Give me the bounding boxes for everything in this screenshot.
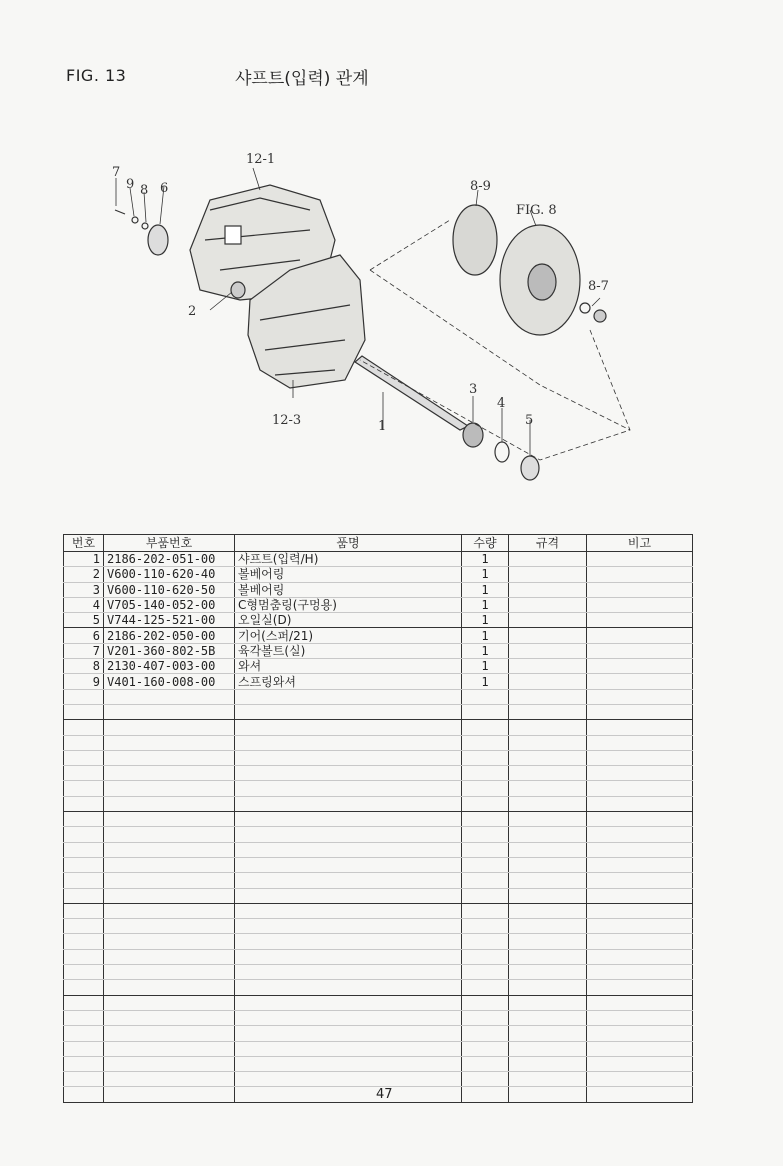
cell-name bbox=[235, 766, 462, 781]
cell-spec bbox=[509, 628, 587, 643]
parts-table-body bbox=[64, 552, 693, 1103]
cell-spec bbox=[509, 1026, 587, 1041]
header-quantity: 수량 bbox=[462, 535, 509, 552]
cell-name: 볼베어링 bbox=[235, 567, 462, 582]
cell-note bbox=[587, 1056, 693, 1071]
cell-note bbox=[587, 582, 693, 597]
cell-no bbox=[64, 873, 104, 888]
cell-spec bbox=[509, 1010, 587, 1025]
cell-qty: 1 bbox=[462, 582, 509, 597]
cell-no bbox=[64, 1056, 104, 1071]
cell-spec bbox=[509, 857, 587, 872]
cell-note bbox=[587, 659, 693, 674]
cell-note bbox=[587, 995, 693, 1010]
table-row bbox=[64, 995, 693, 1010]
cell-name bbox=[235, 720, 462, 735]
cell-no: 5 bbox=[64, 613, 104, 628]
ring-4 bbox=[495, 442, 509, 462]
cell-name bbox=[235, 812, 462, 827]
callout-7: 7 bbox=[112, 165, 121, 180]
cell-no bbox=[64, 980, 104, 995]
cell-no bbox=[64, 750, 104, 765]
cell-note bbox=[587, 888, 693, 903]
cell-qty bbox=[462, 735, 509, 750]
cell-note bbox=[587, 796, 693, 811]
table-row bbox=[64, 689, 693, 704]
cell-qty: 1 bbox=[462, 643, 509, 658]
cell-qty bbox=[462, 1041, 509, 1056]
table-row bbox=[64, 796, 693, 811]
table-row bbox=[64, 980, 693, 995]
cell-spec bbox=[509, 965, 587, 980]
table-row bbox=[64, 1072, 693, 1087]
cell-part bbox=[104, 934, 235, 949]
cell-spec bbox=[509, 750, 587, 765]
cell-part bbox=[104, 873, 235, 888]
cell-spec bbox=[509, 934, 587, 949]
callout-8-7: 8-7 bbox=[588, 279, 609, 294]
cell-qty: 1 bbox=[462, 659, 509, 674]
cell-no bbox=[64, 796, 104, 811]
cell-no bbox=[64, 857, 104, 872]
cell-part: 2186-202-051-00 bbox=[104, 552, 235, 567]
cell-spec bbox=[509, 812, 587, 827]
cell-no bbox=[64, 995, 104, 1010]
cell-qty bbox=[462, 873, 509, 888]
cell-qty: 1 bbox=[462, 628, 509, 643]
cell-part bbox=[104, 781, 235, 796]
cell-note bbox=[587, 735, 693, 750]
cell-qty bbox=[462, 842, 509, 857]
header-note: 비고 bbox=[587, 535, 693, 552]
cell-name bbox=[235, 689, 462, 704]
callout-8-9: 8-9 bbox=[470, 179, 491, 194]
cell-part bbox=[104, 1087, 235, 1102]
cell-note bbox=[587, 720, 693, 735]
cell-spec bbox=[509, 674, 587, 689]
cell-note bbox=[587, 613, 693, 628]
cell-note bbox=[587, 903, 693, 918]
table-row bbox=[64, 781, 693, 796]
callout-6: 6 bbox=[160, 181, 169, 196]
cell-no: 7 bbox=[64, 643, 104, 658]
table-row bbox=[64, 659, 693, 674]
cell-no bbox=[64, 827, 104, 842]
cell-no bbox=[64, 903, 104, 918]
table-row bbox=[64, 720, 693, 735]
table-row bbox=[64, 873, 693, 888]
table-row bbox=[64, 613, 693, 628]
cell-qty bbox=[462, 720, 509, 735]
table-row bbox=[64, 735, 693, 750]
callout-9: 9 bbox=[126, 177, 135, 192]
table-row bbox=[64, 766, 693, 781]
cell-spec bbox=[509, 720, 587, 735]
table-row bbox=[64, 903, 693, 918]
cell-qty bbox=[462, 704, 509, 719]
table-row bbox=[64, 674, 693, 689]
cell-spec bbox=[509, 613, 587, 628]
cell-no bbox=[64, 735, 104, 750]
cell-part bbox=[104, 1041, 235, 1056]
callout-fig-8: FIG. 8 bbox=[516, 203, 557, 218]
cell-note bbox=[587, 919, 693, 934]
cell-name: 오일실(D) bbox=[235, 613, 462, 628]
gear-8-9 bbox=[453, 205, 497, 275]
cell-note bbox=[587, 812, 693, 827]
table-row bbox=[64, 597, 693, 612]
table-row bbox=[64, 888, 693, 903]
cell-part bbox=[104, 903, 235, 918]
cell-part: 2130-407-003-00 bbox=[104, 659, 235, 674]
cell-part bbox=[104, 812, 235, 827]
header-no: 번호 bbox=[64, 535, 104, 552]
cell-part bbox=[104, 766, 235, 781]
cell-part bbox=[104, 1010, 235, 1025]
cell-name bbox=[235, 704, 462, 719]
cell-qty bbox=[462, 903, 509, 918]
cell-name: 스프링와셔 bbox=[235, 674, 462, 689]
cell-name: 기어(스퍼/21) bbox=[235, 628, 462, 643]
cell-part: V201-360-802-5B bbox=[104, 643, 235, 658]
cell-note bbox=[587, 1010, 693, 1025]
cell-no bbox=[64, 919, 104, 934]
cell-part bbox=[104, 842, 235, 857]
cell-part bbox=[104, 919, 235, 934]
cell-part bbox=[104, 1026, 235, 1041]
callout-12-1: 12-1 bbox=[246, 152, 276, 167]
cell-qty: 1 bbox=[462, 674, 509, 689]
cell-no bbox=[64, 1087, 104, 1102]
cell-note bbox=[587, 628, 693, 643]
cell-spec bbox=[509, 980, 587, 995]
cell-note bbox=[587, 597, 693, 612]
cell-name bbox=[235, 980, 462, 995]
callout-8: 8 bbox=[140, 183, 149, 198]
cell-name bbox=[235, 750, 462, 765]
cell-note bbox=[587, 643, 693, 658]
cell-part bbox=[104, 888, 235, 903]
cell-spec bbox=[509, 1072, 587, 1087]
cell-no bbox=[64, 812, 104, 827]
cell-name: C형멈춤링(구멍용) bbox=[235, 597, 462, 612]
cell-name bbox=[235, 842, 462, 857]
cell-note bbox=[587, 552, 693, 567]
cell-no bbox=[64, 965, 104, 980]
cell-note bbox=[587, 827, 693, 842]
cell-spec bbox=[509, 582, 587, 597]
table-row bbox=[64, 857, 693, 872]
page-number: 47 bbox=[376, 1087, 393, 1102]
gear-6 bbox=[148, 225, 168, 255]
cell-name bbox=[235, 857, 462, 872]
cell-part: V744-125-521-00 bbox=[104, 613, 235, 628]
cell-spec bbox=[509, 781, 587, 796]
cell-note bbox=[587, 934, 693, 949]
cell-note bbox=[587, 842, 693, 857]
bearing-3 bbox=[463, 423, 483, 447]
cell-spec bbox=[509, 919, 587, 934]
cell-spec bbox=[509, 888, 587, 903]
cell-note bbox=[587, 965, 693, 980]
callout-4: 4 bbox=[497, 396, 506, 411]
cell-name bbox=[235, 781, 462, 796]
table-row bbox=[64, 1010, 693, 1025]
cell-qty bbox=[462, 1087, 509, 1102]
cell-spec bbox=[509, 1041, 587, 1056]
table-row bbox=[64, 949, 693, 964]
cell-part bbox=[104, 796, 235, 811]
table-row bbox=[64, 582, 693, 597]
cell-qty bbox=[462, 1010, 509, 1025]
cell-qty bbox=[462, 827, 509, 842]
table-row bbox=[64, 842, 693, 857]
callout-2: 2 bbox=[188, 304, 197, 319]
cell-spec bbox=[509, 903, 587, 918]
cell-no bbox=[64, 1010, 104, 1025]
table-row bbox=[64, 1041, 693, 1056]
cell-qty bbox=[462, 949, 509, 964]
cell-qty: 1 bbox=[462, 567, 509, 582]
cell-name bbox=[235, 934, 462, 949]
cell-no: 1 bbox=[64, 552, 104, 567]
cell-name: 와셔 bbox=[235, 659, 462, 674]
cell-name bbox=[235, 919, 462, 934]
cell-qty bbox=[462, 689, 509, 704]
cell-name bbox=[235, 1072, 462, 1087]
cell-note bbox=[587, 766, 693, 781]
cell-part: V600-110-620-50 bbox=[104, 582, 235, 597]
cell-name bbox=[235, 796, 462, 811]
cell-spec bbox=[509, 766, 587, 781]
cell-name bbox=[235, 873, 462, 888]
table-row bbox=[64, 704, 693, 719]
table-row bbox=[64, 965, 693, 980]
exploded-parts-diagram bbox=[60, 130, 720, 530]
cell-note bbox=[587, 781, 693, 796]
table-row bbox=[64, 812, 693, 827]
cell-spec bbox=[509, 643, 587, 658]
cell-spec bbox=[509, 827, 587, 842]
callout-1: 1 bbox=[378, 419, 387, 434]
cell-name bbox=[235, 827, 462, 842]
table-row bbox=[64, 1026, 693, 1041]
cell-qty bbox=[462, 781, 509, 796]
cell-no bbox=[64, 1072, 104, 1087]
cell-qty: 1 bbox=[462, 597, 509, 612]
cell-part bbox=[104, 689, 235, 704]
figure-number: FIG. 13 bbox=[66, 66, 127, 85]
cell-name: 샤프트(입력/H) bbox=[235, 552, 462, 567]
cell-qty bbox=[462, 965, 509, 980]
parts-list-table bbox=[63, 534, 693, 1103]
cell-no bbox=[64, 689, 104, 704]
cell-name bbox=[235, 903, 462, 918]
cell-note bbox=[587, 857, 693, 872]
cell-no: 8 bbox=[64, 659, 104, 674]
table-row bbox=[64, 750, 693, 765]
cell-name bbox=[235, 1041, 462, 1056]
cell-qty bbox=[462, 995, 509, 1010]
cell-spec bbox=[509, 949, 587, 964]
cell-no bbox=[64, 781, 104, 796]
cell-no bbox=[64, 842, 104, 857]
cell-no: 9 bbox=[64, 674, 104, 689]
cell-no bbox=[64, 766, 104, 781]
cell-note bbox=[587, 704, 693, 719]
cell-part: V705-140-052-00 bbox=[104, 597, 235, 612]
cell-no: 6 bbox=[64, 628, 104, 643]
cell-qty: 1 bbox=[462, 613, 509, 628]
seal-5 bbox=[521, 456, 539, 480]
table-row bbox=[64, 567, 693, 582]
cell-part bbox=[104, 750, 235, 765]
cell-spec bbox=[509, 597, 587, 612]
cell-qty bbox=[462, 1072, 509, 1087]
cell-note bbox=[587, 1087, 693, 1102]
table-row bbox=[64, 934, 693, 949]
cell-name bbox=[235, 1056, 462, 1071]
table-row bbox=[64, 919, 693, 934]
cell-qty bbox=[462, 919, 509, 934]
cell-spec bbox=[509, 995, 587, 1010]
cell-qty bbox=[462, 796, 509, 811]
cell-no bbox=[64, 1041, 104, 1056]
cell-spec bbox=[509, 735, 587, 750]
cell-qty bbox=[462, 980, 509, 995]
cell-qty bbox=[462, 750, 509, 765]
shaft-1 bbox=[355, 356, 468, 430]
cell-qty bbox=[462, 1056, 509, 1071]
cell-qty: 1 bbox=[462, 552, 509, 567]
table-row bbox=[64, 552, 693, 567]
cell-spec bbox=[509, 796, 587, 811]
cell-qty bbox=[462, 766, 509, 781]
cell-part bbox=[104, 1072, 235, 1087]
cell-part bbox=[104, 1056, 235, 1071]
table-row bbox=[64, 643, 693, 658]
header-part-number: 부품번호 bbox=[104, 535, 235, 552]
cell-part: 2186-202-050-00 bbox=[104, 628, 235, 643]
cell-note bbox=[587, 1026, 693, 1041]
cell-name bbox=[235, 1087, 462, 1102]
cell-part: V401-160-008-00 bbox=[104, 674, 235, 689]
cell-note bbox=[587, 980, 693, 995]
cell-spec bbox=[509, 689, 587, 704]
cell-spec bbox=[509, 1056, 587, 1071]
cell-name: 육각볼트(실) bbox=[235, 643, 462, 658]
cell-spec bbox=[509, 1087, 587, 1102]
cell-part bbox=[104, 980, 235, 995]
cell-name bbox=[235, 995, 462, 1010]
callout-3: 3 bbox=[469, 382, 478, 397]
table-row bbox=[64, 827, 693, 842]
cell-name bbox=[235, 735, 462, 750]
cell-qty bbox=[462, 857, 509, 872]
callout-12-3: 12-3 bbox=[272, 413, 302, 428]
cell-no bbox=[64, 704, 104, 719]
cell-note bbox=[587, 567, 693, 582]
cell-note bbox=[587, 873, 693, 888]
cell-part bbox=[104, 735, 235, 750]
table-row bbox=[64, 628, 693, 643]
cell-qty bbox=[462, 934, 509, 949]
cell-no: 3 bbox=[64, 582, 104, 597]
table-header-row bbox=[64, 535, 693, 552]
cell-part bbox=[104, 995, 235, 1010]
header-spec: 규격 bbox=[509, 535, 587, 552]
cell-no bbox=[64, 934, 104, 949]
cell-part bbox=[104, 704, 235, 719]
header-part-name: 품명 bbox=[235, 535, 462, 552]
cell-note bbox=[587, 949, 693, 964]
cell-spec bbox=[509, 567, 587, 582]
cell-name bbox=[235, 888, 462, 903]
cell-note bbox=[587, 750, 693, 765]
cell-qty bbox=[462, 812, 509, 827]
cell-part bbox=[104, 720, 235, 735]
cell-part: V600-110-620-40 bbox=[104, 567, 235, 582]
cell-no bbox=[64, 888, 104, 903]
figure-title: 샤프트(입력) 관계 bbox=[235, 69, 369, 89]
cell-spec bbox=[509, 552, 587, 567]
cell-no bbox=[64, 949, 104, 964]
table-row bbox=[64, 1056, 693, 1071]
bearing-2 bbox=[231, 282, 245, 298]
cell-name: 볼베어링 bbox=[235, 582, 462, 597]
cell-note bbox=[587, 1072, 693, 1087]
cell-note bbox=[587, 674, 693, 689]
cell-qty bbox=[462, 1026, 509, 1041]
cell-name bbox=[235, 965, 462, 980]
cell-no bbox=[64, 1026, 104, 1041]
cell-no: 4 bbox=[64, 597, 104, 612]
cell-no: 2 bbox=[64, 567, 104, 582]
cell-part bbox=[104, 965, 235, 980]
callout-5: 5 bbox=[525, 413, 534, 428]
cell-qty bbox=[462, 888, 509, 903]
cell-name bbox=[235, 949, 462, 964]
cell-note bbox=[587, 689, 693, 704]
cell-spec bbox=[509, 873, 587, 888]
cell-note bbox=[587, 1041, 693, 1056]
cell-part bbox=[104, 827, 235, 842]
cell-spec bbox=[509, 704, 587, 719]
cell-no bbox=[64, 720, 104, 735]
cell-part bbox=[104, 857, 235, 872]
cell-name bbox=[235, 1026, 462, 1041]
cell-spec bbox=[509, 659, 587, 674]
cell-part bbox=[104, 949, 235, 964]
diagram-drawing bbox=[60, 130, 720, 530]
cell-spec bbox=[509, 842, 587, 857]
cell-name bbox=[235, 1010, 462, 1025]
